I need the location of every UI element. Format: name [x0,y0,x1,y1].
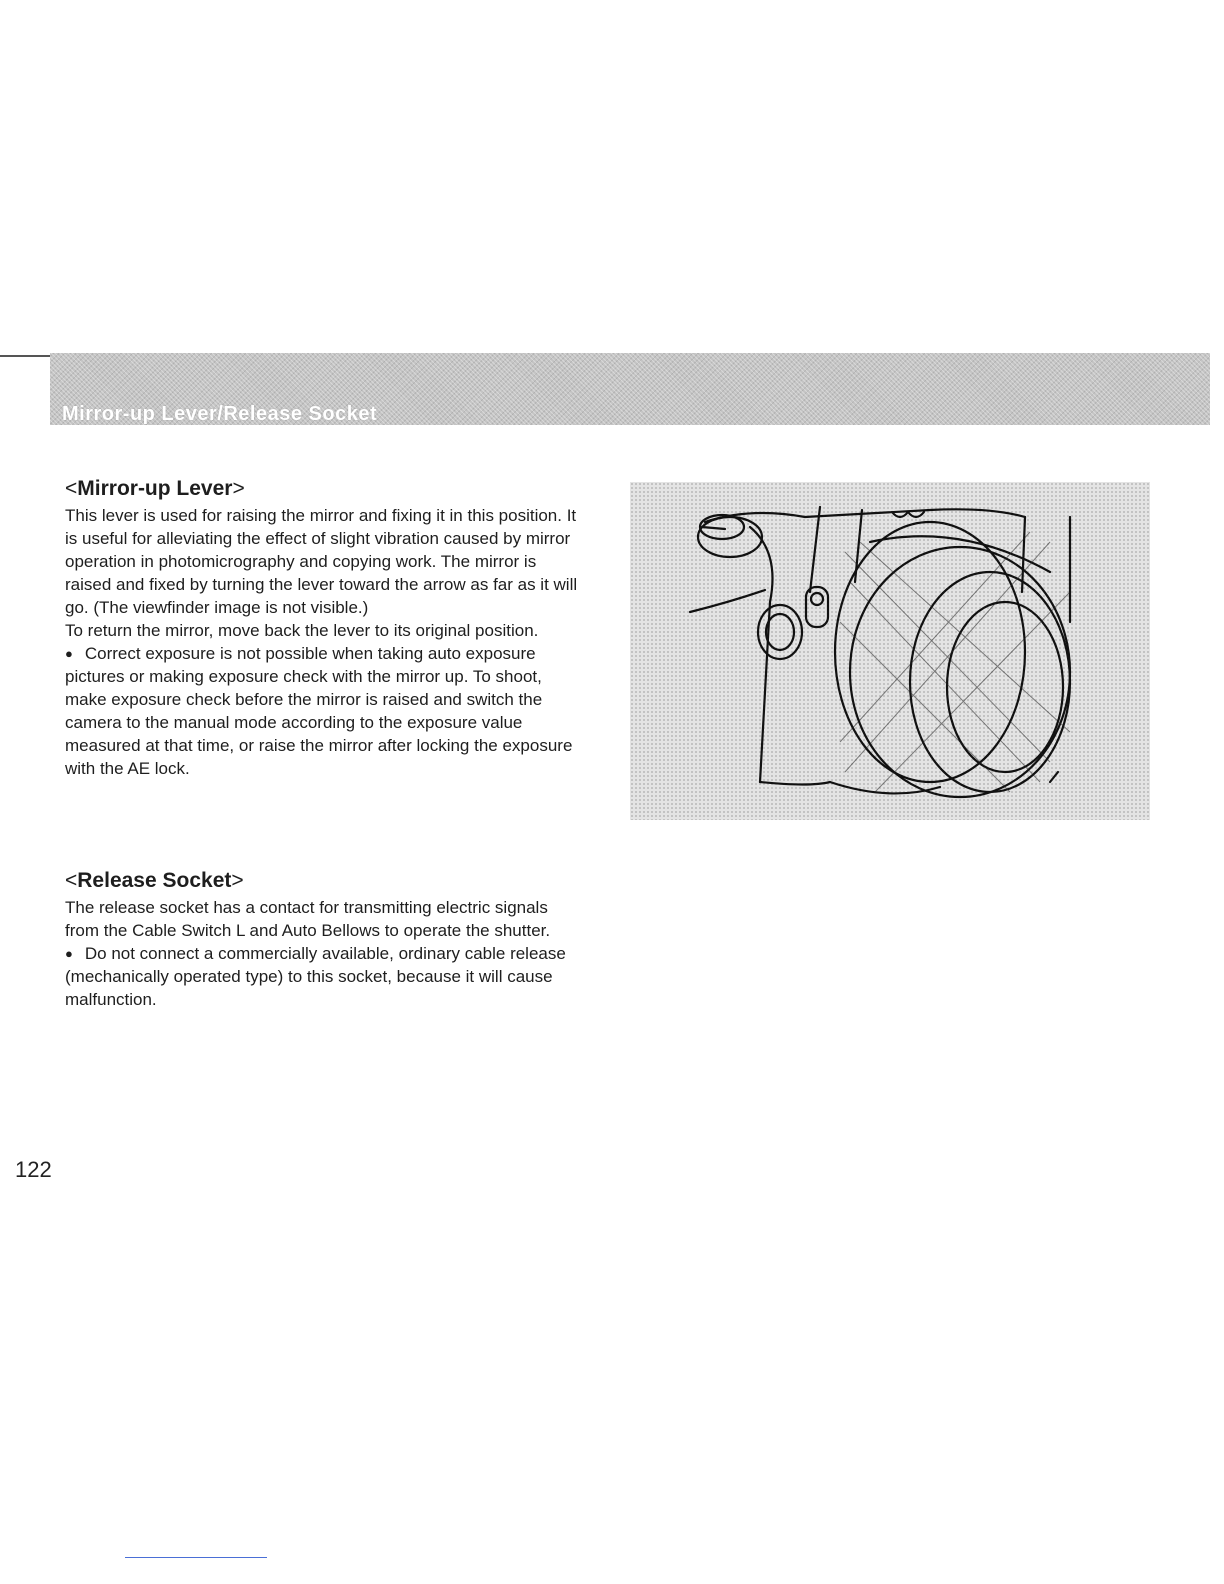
mirror-up-bullet: ● Correct exposure is not possible when taking auto exposure pictures or making exposure check with the mirror up. To shoot, make exposure check before the mirror is raised and switch the camera to the manual mode according to the exposure value measured at that time, or raise the mirror after locking the exposure with the AE lock. [65,642,585,780]
section-banner [50,353,1210,425]
release-socket-paragraph: The release socket has a contact for transmitting electric signals from the Cable Switch L and Auto Bellows to operate the shutter. [65,898,551,940]
mirror-up-section [65,476,585,780]
page-number: 122 [15,1157,52,1182]
camera-lens-illustration [630,482,1150,820]
camera-lens-drawing [630,482,1150,820]
mirror-up-paragraph-2: To return the mirror, move back the lever to its original position. [65,621,539,640]
release-socket-heading-text: Release Socket [77,869,232,892]
mirror-up-heading: <Mirror-up Lever> [65,477,245,500]
release-socket-heading: <Release Socket> [65,869,244,892]
release-socket-section [65,868,585,1011]
release-socket-bullet: ● Do not connect a commercially available, ordinary cable release (mechanically operated type) to this socket, because it will cause malfunction. [65,942,585,1011]
banner-title: Mirror-up Lever/Release Socket [62,403,378,425]
mirror-up-paragraph-1: This lever is used for raising the mirror and fixing it in this position. It is useful for alleviating the effect of slight vibration caused by mirror operation in photomicrography and copying work. The mirror is raised and fixed by turning the lever toward the arrow as far as it will go. (The viewfinder image is not visible.) [65,506,578,617]
footer-line [125,1557,267,1558]
mirror-up-heading-text: Mirror-up Lever [77,477,233,500]
